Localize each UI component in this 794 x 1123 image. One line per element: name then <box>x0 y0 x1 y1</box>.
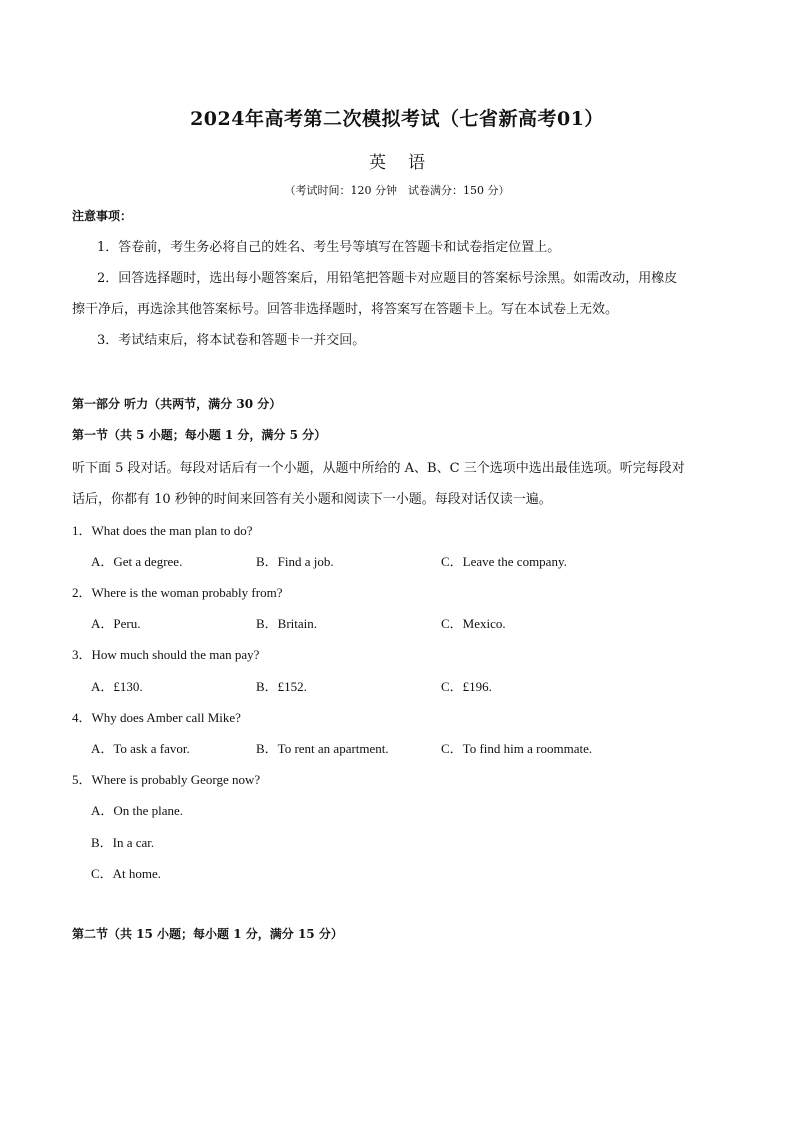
exam-title: 2024年高考第二次模拟考试（七省新高考01） <box>190 108 604 130</box>
option-b: B．£152. <box>256 679 307 694</box>
question-stem: 3．How much should the man pay? <box>72 647 260 662</box>
exam-info: （考试时间：120 分钟 试卷满分：150 分） <box>284 184 510 197</box>
note-item: 1．答卷前，考生务必将自己的姓名、考生号等填写在答题卡和试卷指定位置上。 <box>97 240 561 255</box>
question-stem: 5．Where is probably George now? <box>72 772 261 787</box>
option-c: C．Leave the company. <box>441 554 567 569</box>
exam-subject: 英语 <box>369 153 447 173</box>
section-heading: 第二节（共 15 小题；每小题 1 分，满分 15 分） <box>72 927 343 941</box>
option-a: A．£130. <box>91 679 143 694</box>
option-b: B．Find a job. <box>256 554 334 569</box>
question-stem: 1．What does the man plan to do? <box>72 523 253 538</box>
section-heading: 第一节（共 5 小题；每小题 1 分，满分 5 分） <box>72 428 327 442</box>
question-stem: 4．Why does Amber call Mike? <box>72 710 241 725</box>
instructions-line: 听下面 5 段对话。每段对话后有一个小题，从题中所给的 A、B、C 三个选项中选出最佳选项。听完每段对 <box>72 461 685 476</box>
note-item: 2．回答选择题时，选出每小题答案后，用铅笔把答题卡对应题目的答案标号涂黑。如需改动，用橡皮 <box>97 271 678 286</box>
option-b: B．Britain. <box>256 616 318 631</box>
option-b: B．In a car. <box>91 835 155 850</box>
option-c: C．£196. <box>441 679 492 694</box>
option-c: C．At home. <box>91 866 162 881</box>
option-a: A．Get a degree. <box>91 554 183 569</box>
option-a: A．To ask a favor. <box>91 741 190 756</box>
note-item-continuation: 擦干净后，再选涂其他答案标号。回答非选择题时，将答案写在答题卡上。写在本试卷上无效。 <box>72 302 619 317</box>
option-a: A．On the plane. <box>91 803 184 818</box>
notes-title: 注意事项： <box>72 209 133 223</box>
note-item: 3．考试结束后，将本试卷和答题卡一并交回。 <box>97 333 366 348</box>
option-c: C．To find him a roommate. <box>441 741 593 756</box>
question-stem: 2．Where is the woman probably from? <box>72 585 283 600</box>
instructions-line: 话后，你都有 10 秒钟的时间来回答有关小题和阅读下一小题。每段对话仅读一遍。 <box>72 492 552 507</box>
option-b: B．To rent an apartment. <box>256 741 389 756</box>
option-c: C．Mexico. <box>441 616 506 631</box>
option-a: A．Peru. <box>91 616 141 631</box>
part-heading: 第一部分 听力（共两节，满分 30 分） <box>72 397 282 411</box>
